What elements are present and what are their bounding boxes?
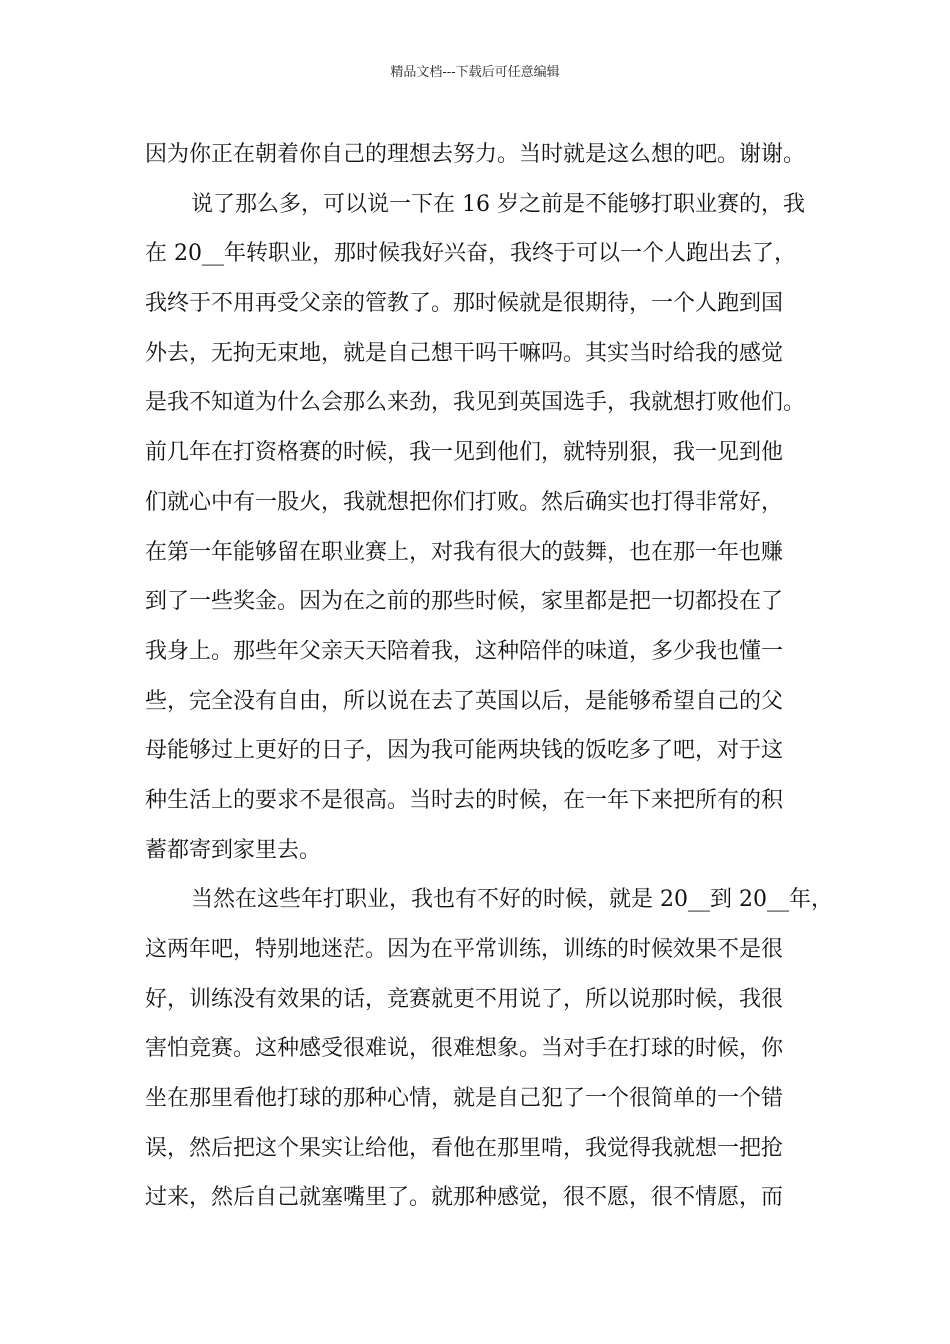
text-line: 些，完全没有自由，所以说在去了英国以后，是能够希望自己的父	[145, 688, 784, 714]
text-line: 好，训练没有效果的话，竞赛就更不用说了，所以说那时候，我很	[145, 986, 784, 1012]
text-line: 我终于不用再受父亲的管教了。那时候就是很期待，一个人跑到国	[145, 291, 784, 317]
paragraph-first-line: 当然在这些年打职业，我也有不好的时候，就是 20__到 20__年，	[191, 887, 833, 913]
document-body	[145, 130, 833, 1223]
text-line: 在第一年能够留在职业赛上，对我有很大的鼓舞，也在那一年也赚	[145, 539, 784, 565]
text-line: 外去，无拘无束地，就是自己想干吗干嘛吗。其实当时给我的感觉	[145, 340, 784, 366]
text-line: 种生活上的要求不是很高。当时去的时候，在一年下来把所有的积	[145, 787, 784, 813]
text-line: 们就心中有一股火，我就想把你们打败。然后确实也打得非常好，	[145, 489, 784, 515]
text-line: 到了一些奖金。因为在之前的那些时候，家里都是把一切都投在了	[145, 589, 784, 615]
text-line: 这两年吧，特别地迷茫。因为在平常训练，训练的时候效果不是很	[145, 937, 784, 962]
text-line: 母能够过上更好的日子，因为我可能两块钱的饭吃多了吧，对于这	[145, 738, 784, 764]
page-header: 精品文档---下载后可任意编辑	[390, 65, 560, 80]
text-line: 过来，然后自己就塞嘴里了。就那种感觉，很不愿，很不情愿，而	[145, 1185, 784, 1211]
text-line: 在 20__年转职业，那时候我好兴奋，我终于可以一个人跑出去了，	[145, 241, 796, 267]
text-line: 坐在那里看他打球的那种心情，就是自己犯了一个很简单的一个错	[145, 1086, 784, 1112]
text-line: 误，然后把这个果实让给他，看他在那里啃，我觉得我就想一把抢	[145, 1135, 784, 1161]
text-line: 因为你正在朝着你自己的理想去努力。当时就是这么想的吧。谢谢。	[145, 142, 806, 167]
text-line: 蓄都寄到家里去。	[145, 837, 322, 863]
paragraph-first-line: 说了那么多，可以说一下在 16 岁之前是不能够打职业赛的，我	[191, 191, 805, 217]
text-line: 是我不知道为什么会那么来劲，我见到英国选手，我就想打败他们。	[145, 390, 806, 416]
text-line: 前几年在打资格赛的时候，我一见到他们，就特别狠，我一见到他	[145, 440, 784, 466]
text-line: 我身上。那些年父亲天天陪着我，这种陪伴的味道，多少我也懂一	[145, 638, 784, 664]
text-line: 害怕竞赛。这种感受很难说，很难想象。当对手在打球的时候，你	[145, 1036, 784, 1062]
